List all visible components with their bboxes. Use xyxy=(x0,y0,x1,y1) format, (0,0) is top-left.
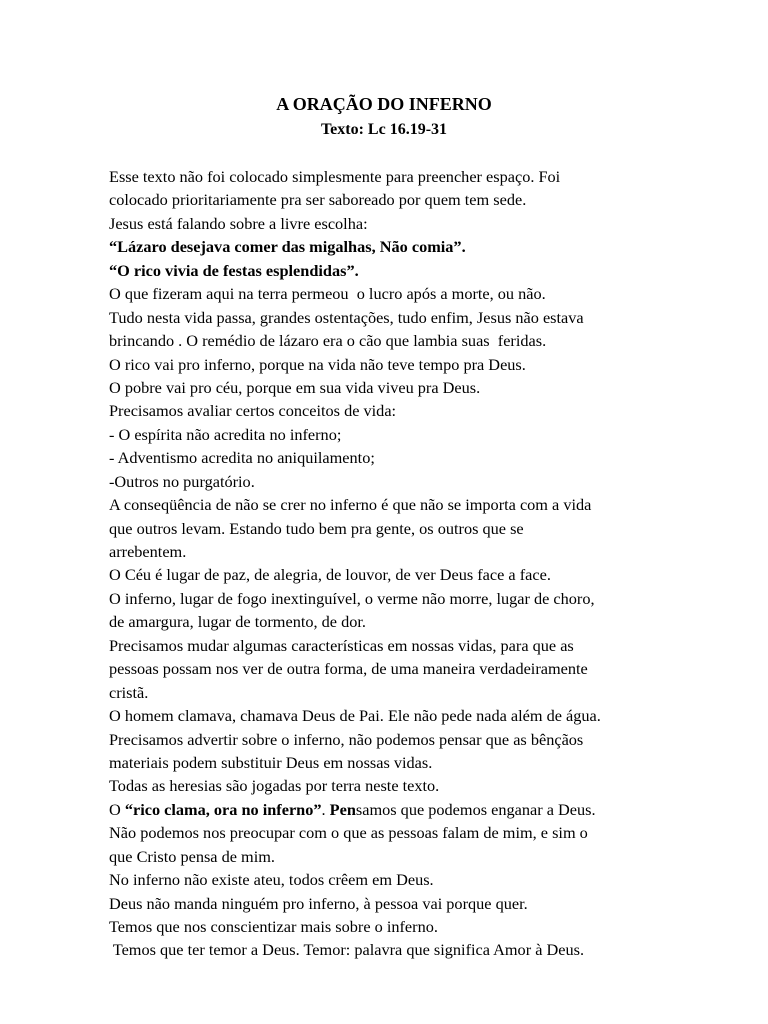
text-segment: de amargura, lugar de tormento, de dor. xyxy=(109,612,366,632)
text-line xyxy=(109,868,709,891)
text-segment: Temos que nos conscientizar mais sobre o inferno. xyxy=(109,917,438,936)
bold-text-segment: “rico clama, ora no inferno” xyxy=(124,799,322,819)
text-segment: Tudo nesta vida passa, grandes ostentações, tudo enfim, Jesus não estava xyxy=(109,307,584,327)
text-line xyxy=(109,165,709,188)
bold-text-segment: “O rico vivia de festas esplendidas”. xyxy=(109,260,359,280)
text-line xyxy=(109,235,709,258)
text-line xyxy=(109,821,709,844)
text-line xyxy=(109,728,709,751)
text-segment: cristã. xyxy=(109,682,149,702)
body-text xyxy=(109,165,709,962)
text-segment: O pobre vai pro céu, porque em sua vida viveu pra Deus. xyxy=(109,377,481,397)
text-segment: -Outros no purgatório. xyxy=(109,471,255,491)
text-segment: samos que podemos enganar a Deus. xyxy=(355,799,596,819)
text-segment: Jesus está falando sobre a livre escolha: xyxy=(109,213,368,233)
text-line xyxy=(109,399,709,422)
text-segment: . xyxy=(321,799,330,819)
text-segment: O xyxy=(109,799,125,819)
text-segment: O que fizeram aqui na terra permeou o lucro após a morte, ou não. xyxy=(109,284,546,304)
text-line xyxy=(109,774,709,797)
text-segment: O rico vai pro inferno, porque na vida não teve tempo pra Deus. xyxy=(109,354,526,374)
text-line xyxy=(109,681,709,704)
text-line xyxy=(109,563,709,586)
text-line xyxy=(109,915,709,938)
text-line xyxy=(109,610,709,633)
bold-text-segment: Pen xyxy=(329,799,356,819)
text-segment: Todas as heresias são jogadas por terra neste texto. xyxy=(109,776,440,796)
text-line xyxy=(109,470,709,493)
text-segment: arrebentem. xyxy=(109,542,187,561)
text-line xyxy=(109,751,709,774)
text-segment: O Céu é lugar de paz, de alegria, de louvor, de ver Deus face a face. xyxy=(109,565,551,585)
text-line xyxy=(109,540,709,563)
text-line xyxy=(109,376,709,399)
page-subtitle: Texto: Lc 16.19-31 xyxy=(320,121,448,138)
text-segment: - Adventismo acredita no aniquilamento; xyxy=(109,448,375,468)
text-line xyxy=(109,446,709,469)
text-line xyxy=(109,845,709,868)
text-segment: No inferno não existe ateu, todos crêem em Deus. xyxy=(109,870,434,890)
text-line xyxy=(109,212,709,235)
text-segment: brincando . O remédio de lázaro era o cão que lambia suas feridas. xyxy=(109,331,547,351)
text-segment: que outros levam. Estando tudo bem pra gente, os outros que se xyxy=(109,518,524,538)
text-segment: Precisamos advertir sobre o inferno, não podemos pensar que as bênçãos xyxy=(109,729,584,749)
page-title: A ORAÇÃO DO INFERNO xyxy=(276,94,492,114)
text-line xyxy=(109,704,709,727)
text-segment: Temos que ter temor a Deus. Temor: palavra que significa Amor à Deus. xyxy=(109,940,585,960)
text-segment: O inferno, lugar de fogo inextinguível, o verme não morre, lugar de choro, xyxy=(109,588,595,608)
text-line xyxy=(109,634,709,657)
text-line xyxy=(109,493,709,516)
text-line xyxy=(109,329,709,352)
text-line xyxy=(109,259,709,282)
text-segment: Deus não manda ninguém pro inferno, à pessoa vai porque quer. xyxy=(109,893,528,913)
text-line xyxy=(109,892,709,915)
text-segment: que Cristo pensa de mim. xyxy=(109,846,275,866)
bold-text-segment: “Lázaro desejava comer das migalhas, Não comia”. xyxy=(109,237,466,257)
text-line xyxy=(109,282,709,305)
text-line xyxy=(109,353,709,376)
text-line xyxy=(109,517,709,540)
text-line xyxy=(109,798,709,821)
text-line xyxy=(109,657,709,680)
text-segment: materiais podem substituir Deus em nossas vidas. xyxy=(109,752,433,772)
text-segment: A conseqüência de não se crer no inferno é que não se importa com a vida xyxy=(109,495,592,515)
text-segment: - O espírita não acredita no inferno; xyxy=(109,424,342,444)
text-line xyxy=(109,306,709,329)
text-line xyxy=(109,587,709,610)
text-segment: O homem clamava, chamava Deus de Pai. Ele não pede nada além de água. xyxy=(109,706,601,726)
text-segment: colocado prioritariamente pra ser saboreado por quem tem sede. xyxy=(109,190,527,210)
text-segment: Não podemos nos preocupar com o que as pessoas falam de mim, e sim o xyxy=(109,823,588,843)
text-line xyxy=(109,188,709,211)
text-segment: pessoas possam nos ver de outra forma, de uma maneira verdadeiramente xyxy=(109,659,588,679)
text-line xyxy=(109,423,709,446)
text-segment: Precisamos mudar algumas características em nossas vidas, para que as xyxy=(109,635,574,655)
text-segment: Precisamos avaliar certos conceitos de vida: xyxy=(109,401,397,421)
text-segment: Esse texto não foi colocado simplesmente para preencher espaço. Foi xyxy=(109,167,561,186)
text-line xyxy=(109,938,709,961)
